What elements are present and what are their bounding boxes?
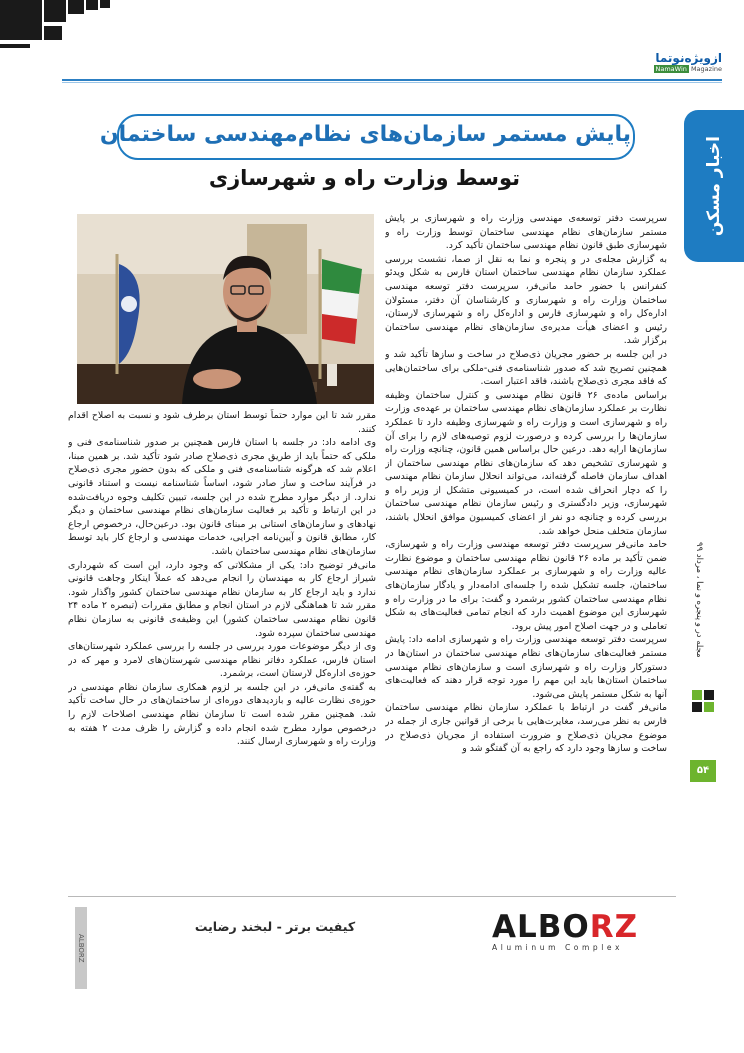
window-logo-icon: [690, 688, 716, 714]
paragraph: براساس ماده‌ی ۲۶ قانون نظام مهندسی و کنترل ساختمان وظیفه نظارت بر عملکرد سازمان‌های نظام مهندسی ساختمان بر عهده‌ی وزارت راه و شهرسازی است و وزارت راه و شهرسازی وظیفه دارد تا عملکرد سازمان‌ها را بررسی کرده و درصورت لزوم توصیه‌های لازم را برای آن سازمان‌ها ارایه دهد. درعین حال براساس همین قانون، چنانچه وزارت راه و شهرسازی تشخیص دهد که سازمان‌های نظام مهندسی ساختمان از اهداف سازمان فاصله گرفته‌اند، می‌تواند انحلال سازمان نظام مهندسی را که دچار انحراف شده است، در کمیسیونی متشکل از وزیر راه و شهرسازی، وزیر دادگستری و رئیس سازمان نظام مهندسی ساختمان بررسی کرده و چنانچه دو نفر از اعضای کمیسیون موافق انحلال باشند، سازمان متخلف منحل خواهد شد.: [385, 389, 667, 537]
issue-info: مجله در و پنجره و نما ، مرداد ۹۹: [694, 542, 704, 658]
paragraph: وی ادامه داد: در جلسه با استان فارس همچنین بر صدور شناسنامه‌ی فنی و ملکی که حتماً باید از طریق مجری ذی‌صلاح صادر شود تأکید شد. بر همین مبنا، اعلام شد که هرگونه شناسنامه‌ی فنی و ملکی که بدون حضور مجری ذی‌صلاح در فرآیند ساخت و ساز صادر شود، اساساً شناسنامه نیست و استناد قانونی ندارد. از دیگر موارد مطرح شده در این جلسه، تبیین تکلیف وجوه دریافت‌شده در این ارتباط و تأکید بر فعالیت سازمان‌های نظام مهندسی ساختمان و دیگر نهادهای و سازمان‌های استانی بر مبنای قانون بود. درعین‌حال، درخصوص ارجاع کار، مطابق قانون و آیین‌نامه اجرایی، خدمات مهندسی و ارجاع کار باید توسط سازمان‌های نظام مهندسی ساختمان باشد.: [68, 437, 376, 557]
logo-text-a: ALBO: [492, 909, 590, 945]
masthead-brand: NamaWin: [655, 65, 687, 73]
section-label: اخبار مسکن: [704, 135, 724, 237]
paragraph: مانی‌فر گفت در ارتباط با عملکرد سازمان نظام مهندسی ساختمان فارس به نظر می‌رسد، مغایرت‌هایی با برخی از قوانین جاری از جمله در موضوع مجریان ذی‌صلاح و ضرورت استفاده از مجریان ذی‌صلاح در ساخت و سازها وجود دارد که راجع به آن گفتگو شد و: [385, 702, 667, 755]
masthead-sub: [632, 65, 722, 73]
paragraph: به گزارش مجله‌ی در و پنجره و نما به نقل از صما، نشست بررسی عملکرد سازمان نظام مهندسی ساختمان استان فارس به شکل ویدئو کنفرانس با حضور حامد مانی‌فر، سرپرست دفتر توسعه مهندسی ساختمان وزارت راه و شهرسازی و کارشناسان آن دفتر، مسئولان اداره‌کل راه و شهرسازی فارس و اداره‌کل راه و شهرسازی لارستان، رئیس و اعضای هیأت مدیره‌ی سازمان‌های نظام مهندسی ساختمان برگزار شد.: [385, 253, 667, 347]
article-photo: [77, 214, 374, 404]
masthead-name: ازویژه‌نوتما: [655, 51, 722, 65]
ad-slogan: کیفیت برتر - لبخند رضایت: [194, 919, 356, 934]
article-column-right: [385, 212, 667, 880]
magazine-masthead: [632, 52, 722, 76]
photo-illustration: [77, 214, 374, 404]
header-rule: [62, 79, 722, 81]
paragraph: حامد مانی‌فر سرپرست دفتر توسعه مهندسی وزارت راه و شهرسازی، ضمن تأکید بر ماده ۲۶ قانون نظام مهندسی ساختمان و موضوع نظارت عالیه وزارت راه و شهرسازی بر عملکرد سازمان‌های نظام مهندسی ساختمان، جلسه تشکیل شده را جلسه‌ای ادامه‌دار و یادگار سازمان‌های نظام مهندسی ساختمان کشور برشمرد و گفت: برای ما در وزارت راه و شهرسازی این موضوع اهمیت دارد که انجام تمامی فعالیت‌های به شکل تعاملی و در جهت اصلاح امور پیش برود.: [385, 539, 667, 632]
article-title: پایش مستمر سازمان‌های نظام‌مهندسی ساختمان: [99, 122, 631, 147]
paragraph: سرپرست دفتر توسعه‌ی مهندسی وزارت راه و شهرسازی بر پایش مستمر سازمان‌های نظام مهندسی ساختمان توسط وزارت راه و شهرسازی طبق قانون نظام مهندسی ساختمان تأکید کرد.: [385, 213, 667, 252]
paragraph: وی از دیگر موضوعات مورد بررسی در جلسه را بررسی عملکرد شهرستان‌های استان فارس، عملکرد دفاتر نظام مهندسی شهرستان‌های لامرد و مهر که در حوزه‌ی اداره‌کل لارستان است، برشمرد.: [68, 641, 376, 680]
ad-vertical-brand: ALBORZ: [77, 933, 85, 963]
masthead-magazine: Magazine: [690, 65, 722, 73]
page-number: ۵۴: [690, 760, 716, 782]
paragraph: سرپرست دفتر توسعه مهندسی وزارت راه و شهرسازی ادامه داد: پایش مستمر فعالیت‌های سازمان‌های نظام مهندسی ساختمان در استان‌ها در دستورکار وزارت راه و شهرسازی است و سازمان‌های نظام مهندسی ساختمان استان‌ها باید این مهم را مورد توجه قرار دهند که فعالیت‌های آنها به شکل مستمر پایش می‌شود.: [385, 634, 667, 700]
paragraph: به گفته‌ی مانی‌فر، در این جلسه بر لزوم همکاری سازمان نظام مهندسی در حوزه‌ی نظارت عالیه و بازدیدهای دوره‌ای از ساختمان‌های در حال ساخت تأکید شد. همچنین مقرر شده است تا سازمان نظام مهندسی اصلاحات لازم را درخصوص موارد مطرح شده انجام داده و گزارش را ظرف مدت ۲ هفته به وزارت راه و شهرسازی ارسال کنند.: [68, 681, 376, 748]
section-tab: [684, 110, 744, 262]
paragraph: در این جلسه بر حضور مجریان ذی‌صلاح در ساخت و سازها تأکید شد و همچنین تصریح شد که صدور شناسنامه‌ی فنی-ملکی برای ساختمان‌هایی که فاقد مجری ذی‌صلاح باشند، فاقد اعتبار است.: [385, 348, 667, 388]
paragraph: مانی‌فر توضیح داد: یکی از مشکلاتی که وجود دارد، این است که شهرداری شیراز ارجاع کار به مهندسان را انجام می‌دهد که عملاً اینکار وجاهت قانونی ندارد و باید ارجاع کار به سازمان نظام مهندسی ساختمان کشور واگذار شود. مقرر شد تا هماهنگی لازم در استان انجام و مطابق مقررات (تبصره ۲ ماده ۲۴ قانون نظام مهندسی ساختمان کشور) این وظیفه‌ی قانونی به سازمان نظام مهندسی ساختمان سپرده شود.: [68, 559, 376, 639]
alborz-logo: [492, 911, 677, 943]
corner-decoration: [0, 0, 120, 48]
logo-subtitle: Aluminum Complex: [492, 943, 624, 952]
logo-text-b: RZ: [589, 909, 639, 945]
paragraph: مقرر شد تا این موارد حتماً توسط استان برطرف شود و نسبت به اصلاح اقدام کنند.: [68, 410, 376, 435]
article-subtitle: توسط وزارت راه و شهرسازی: [208, 166, 520, 190]
article-column-left: [68, 409, 376, 879]
footer-rule: [68, 896, 676, 897]
header-rule-thin: [62, 82, 722, 83]
